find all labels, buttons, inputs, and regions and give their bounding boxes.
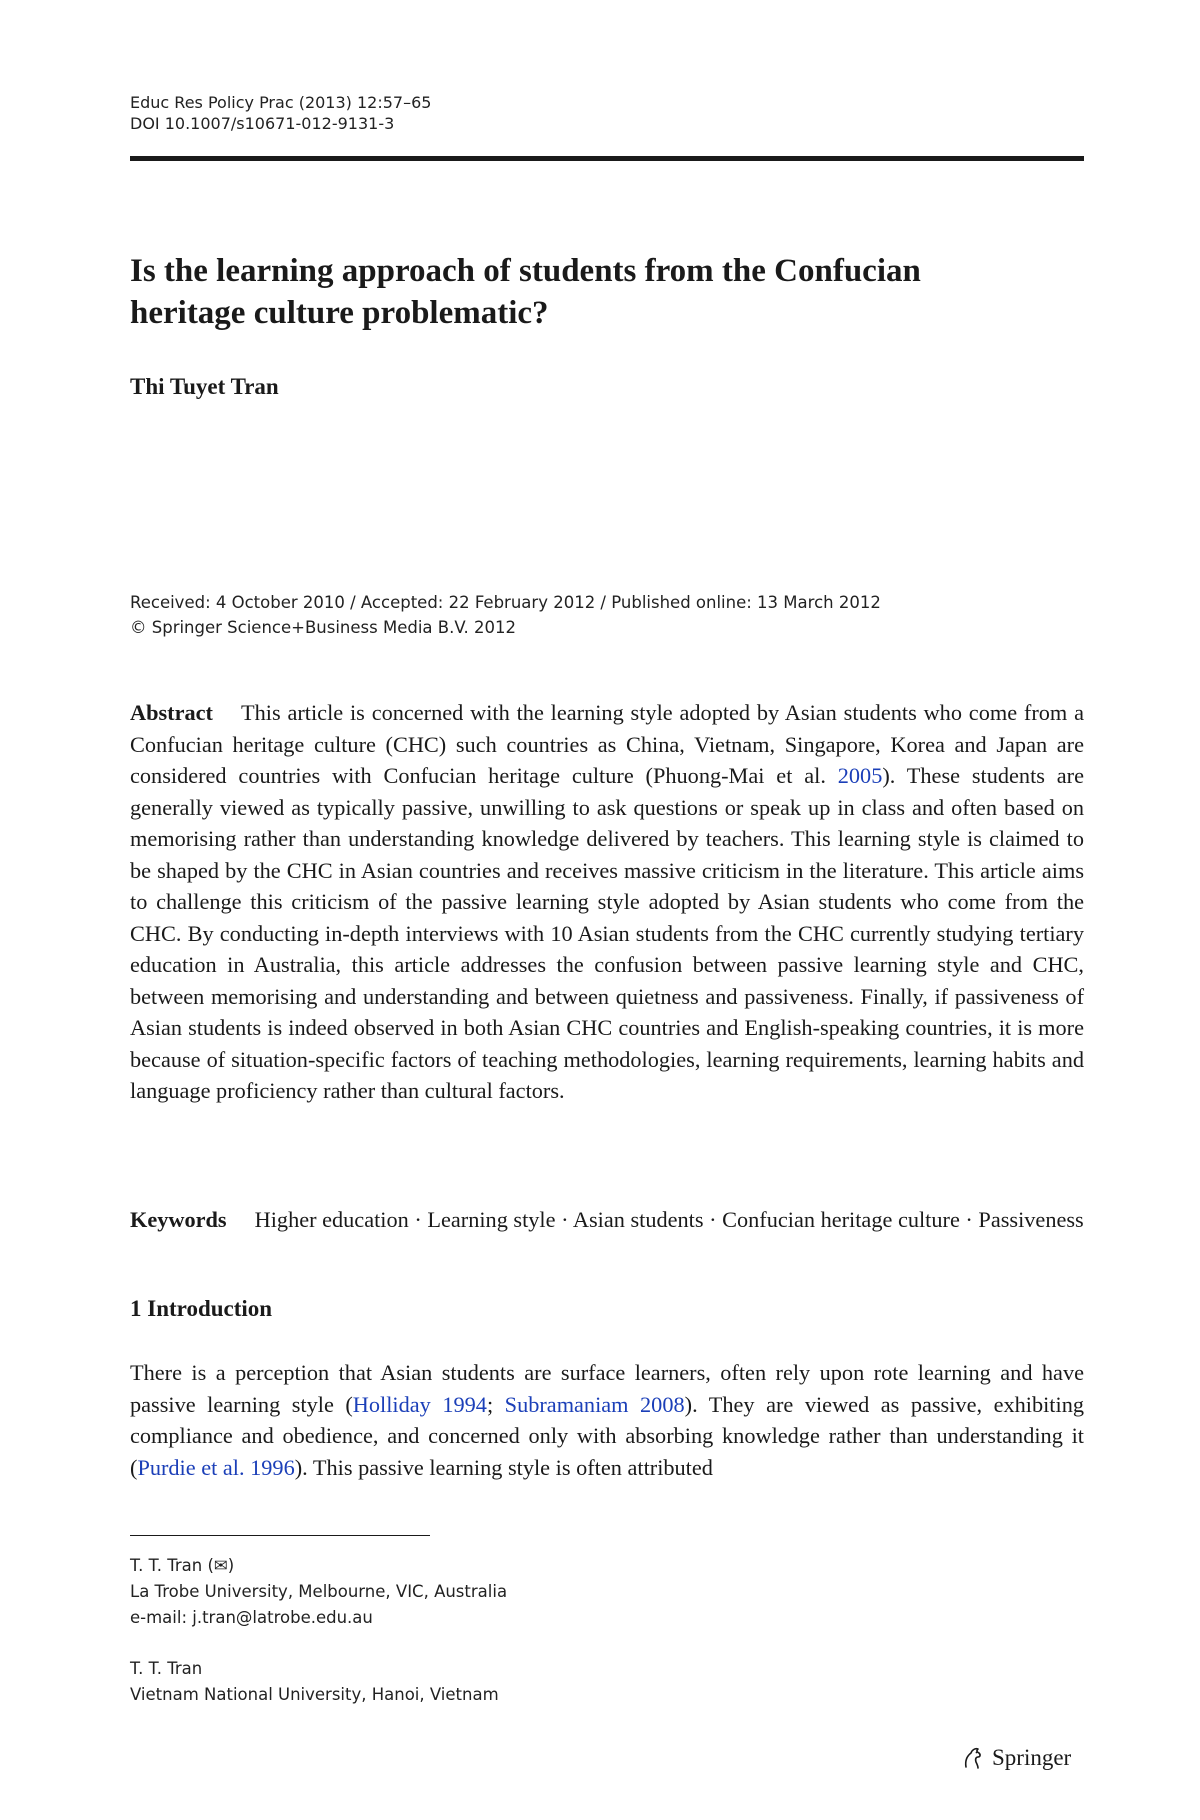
intro-text-2: ). They are viewed as passive, exhibiting compliance and obedience, and concerned only with absorbing knowledge rather than understanding it ( [130, 1391, 1084, 1480]
doi: DOI 10.1007/s10671-012-9131-3 [130, 114, 395, 133]
affiliation-2-name: T. T. Tran [130, 1659, 203, 1678]
abstract [130, 697, 1084, 1107]
copyright: © Springer Science+Business Media B.V. 2012 [130, 618, 516, 637]
publisher-name: Springer [992, 1745, 1072, 1770]
intro-text-3: ). This passive learning style is often attributed [294, 1454, 713, 1480]
keywords-text: Higher education · Learning style · Asian students · Confucian heritage culture · Passiveness [254, 1207, 1084, 1232]
affiliation-2 [130, 1656, 499, 1708]
abstract-text-1: This article is concerned with the learning style adopted by Asian students who come from a Confucian heritage culture (CHC) such countries as China, Vietnam, Singapore, Korea and Japan are considered countries with Confucian heritage culture (Phuong-Mai et al. [130, 700, 1084, 788]
springer-horse-icon [960, 1745, 986, 1771]
abstract-label: Abstract [130, 700, 213, 725]
paper-title [130, 250, 1084, 334]
footnote-rule [130, 1535, 430, 1536]
affiliation-1-institution: La Trobe University, Melbourne, VIC, Australia [130, 1582, 508, 1601]
introduction-paragraph [130, 1357, 1084, 1483]
author-name: Thi Tuyet Tran [130, 374, 279, 399]
journal-header [130, 92, 431, 134]
received-dates: Received: 4 October 2010 / Accepted: 22 February 2012 / Published online: 13 March 2012 [130, 593, 881, 612]
keywords-label: Keywords [130, 1207, 227, 1232]
affiliation-1-email: e-mail: j.tran@latrobe.edu.au [130, 1608, 373, 1627]
citation-purdie[interactable]: Purdie et al. 1996 [137, 1454, 295, 1480]
affiliation-2-institution: Vietnam National University, Hanoi, Vietnam [130, 1685, 499, 1704]
citation-holliday[interactable]: Holliday 1994 [352, 1391, 487, 1417]
publisher-logo [960, 1745, 1071, 1771]
citation-subramaniam[interactable]: Subramaniam 2008 [504, 1391, 685, 1417]
intro-text-1: There is a perception that Asian students are surface learners, often rely upon rote learning and have passive learning style ( [130, 1360, 1084, 1417]
header-rule [130, 156, 1084, 161]
affiliation-1 [130, 1553, 507, 1631]
publication-dates [130, 590, 881, 640]
citation-separator: ; [486, 1391, 505, 1417]
keywords [130, 1204, 1084, 1236]
affiliation-1-name: T. T. Tran (✉) [130, 1556, 235, 1575]
section-heading: 1 Introduction [130, 1296, 273, 1321]
title-line-2: heritage culture problematic? [130, 295, 549, 331]
journal-citation: Educ Res Policy Prac (2013) 12:57–65 [130, 93, 432, 112]
citation-phuong-mai[interactable]: 2005 [837, 763, 883, 788]
abstract-text-2: ). These students are generally viewed as typically passive, unwilling to ask questions or speak up in class and often based on memorising rather than understanding knowledge delivered by teachers. This learning style is claimed to be shaped by the CHC in Asian countries and receives massive criticism in the literature. This article aims to challenge this criticism of the passive learning style adopted by Asian students who come from the CHC. By conducting in-depth interviews with 10 Asian students from the CHC currently studying tertiary education in Australia, this article addresses the confusion between passive learning style and CHC, between memorising and understanding and between quietness and passiveness. Finally, if passiveness of Asian students is indeed observed in both Asian CHC countries and English-speaking countries, it is more because of situation-specific factors of teaching methodologies, learning requirements, learning habits and language proficiency rather than cultural factors. [130, 763, 1084, 1103]
title-line-1: Is the learning approach of students from the Confucian [130, 253, 921, 289]
